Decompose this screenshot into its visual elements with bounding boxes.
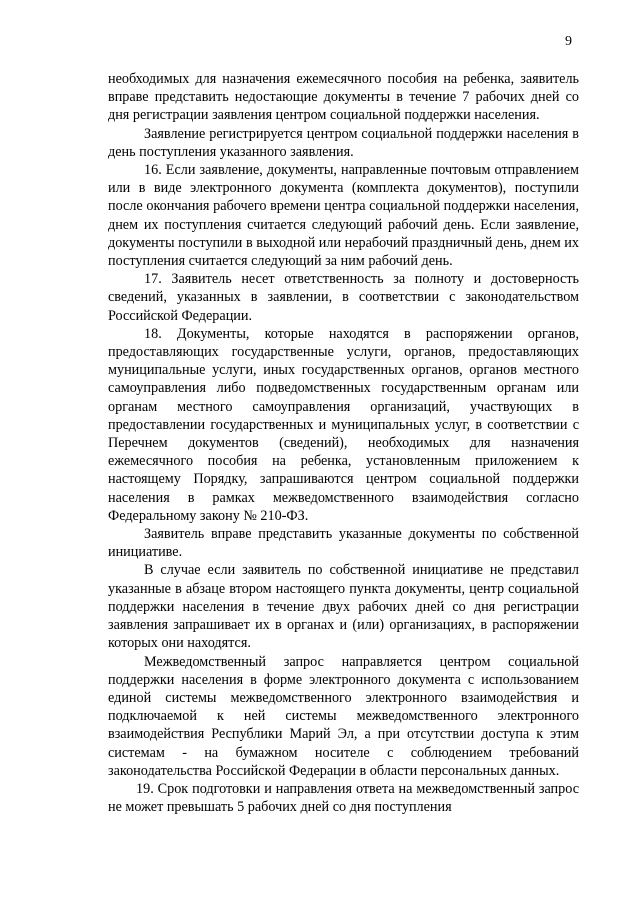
paragraph-interagency-request: Межведомственный запрос направляется центром социальной поддержки населения в форме электронного документа с использованием единой системы межведомственного электронного взаимодействия и подключаемой к ней системы межведомственного электронного взаимодействия Республики Марий Эл, а при отсутствии доступа к этим системам - на бумажном носителе с соблюдением требований законодательства Российской Федерации в области персональных данных. bbox=[108, 653, 579, 779]
paragraph-own-initiative: Заявитель вправе представить указанные документы по собственной инициативе. bbox=[108, 526, 579, 561]
document-body bbox=[108, 70, 579, 816]
paragraph-request-case: В случае если заявитель по собственной инициативе не представил указанные в абзаце втором настоящего пункта документы, центр социальной поддержки населения в течение двух рабочих дней со дня регистрации заявления запрашивает их в органах и (или) организациях, в распоряжении которых они находятся. bbox=[108, 562, 579, 652]
paragraph-item-16: 16. Если заявление, документы, направленные почтовым отправлением или в виде электронного документа (комплекта документов), поступили после окончания рабочего времени центра социальной поддержки населения, днем их поступления считается следующий рабочий день. Если заявление, документы поступили в выходной или нерабочий праздничный день, днем их поступления считается следующий за ним рабочий день. bbox=[108, 162, 579, 270]
paragraph-item-17: 17. Заявитель несет ответственность за полноту и достоверность сведений, указанных в заявлении, в соответствии с законодательством Российской Федерации. bbox=[108, 271, 579, 324]
paragraph-item-18: 18. Документы, которые находятся в распоряжении органов, предоставляющих государственные услуги, органов, предоставляющих муниципальные услуги, иных государственных органов, органов местного самоуправления либо подведомственных государственным органам или органам местного самоуправления организаций, участвующих в предоставлении государственных и муниципальных услуг, в соответствии с Перечнем документов (сведений), необходимых для назначения ежемесячного пособия на ребенка, установленным приложением к настоящему Порядку, запрашиваются центром социальной поддержки населения в рамках межведомственного взаимодействия согласно Федеральному закону № 210-ФЗ. bbox=[108, 325, 579, 524]
paragraph-continuation: необходимых для назначения ежемесячного пособия на ребенка, заявитель вправе представить недостающие документы в течение 7 рабочих дней со дня регистрации заявления центром социальной поддержки населения. bbox=[108, 71, 579, 124]
page-number: 9 bbox=[565, 34, 572, 49]
paragraph-item-19: 19. Срок подготовки и направления ответа на межведомственный запрос не может превышать 5 рабочих дней со дня поступления bbox=[108, 780, 579, 816]
paragraph-registration: Заявление регистрируется центром социальной поддержки населения в день поступления указанного заявления. bbox=[108, 125, 579, 160]
